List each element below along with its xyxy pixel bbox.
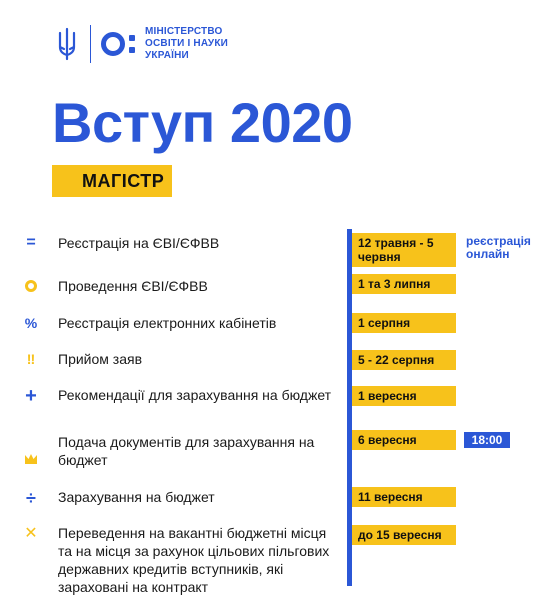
ministry-name-line: МІНІСТЕРСТВО <box>145 26 223 37</box>
step-date: до 15 вересня <box>352 525 456 545</box>
step-date: 1 та 3 липня <box>352 274 456 294</box>
equals-icon: = <box>26 234 36 251</box>
degree-badge <box>52 165 172 197</box>
step-label: Переведення на вакантні бюджетні місця та на місця за рахунок цільових пільгових державних кредитів вступників, які зараховані на контракт <box>58 525 330 595</box>
step-label: Прийом заяв <box>58 351 143 367</box>
trident-icon <box>56 27 78 61</box>
exclamation-icon: ‼ <box>26 351 36 367</box>
crown-icon <box>24 453 38 465</box>
step-date: 12 травня - 5 червня <box>352 233 456 267</box>
step-date: 5 - 22 серпня <box>352 350 456 370</box>
step-label: Реєстрація на ЄВІ/ЄФВВ <box>58 235 220 251</box>
step-label: Зарахування на бюджет <box>58 489 215 505</box>
ministry-logo-icon <box>101 32 135 56</box>
step-label: Реєстрація електронних кабінетів <box>58 315 277 331</box>
header-divider <box>90 25 91 63</box>
page-title: Вступ 2020 <box>52 91 353 154</box>
ministry-name-line: УКРАЇНИ <box>145 50 189 61</box>
ministry-header <box>56 22 228 66</box>
degree-badge-label: МАГІСТР <box>82 171 165 191</box>
step-label: Рекомендації для зарахування на бюджет <box>58 387 332 403</box>
step-date: 1 вересня <box>352 386 456 406</box>
step-label: Проведення ЄВІ/ЄФВВ <box>58 278 208 294</box>
step-date: 1 серпня <box>352 313 456 333</box>
step-date: 6 вересня <box>352 430 456 450</box>
step-date: 11 вересня <box>352 487 456 507</box>
cross-icon: ✕ <box>24 525 38 542</box>
plus-icon: + <box>25 385 37 407</box>
circle-icon <box>24 279 38 293</box>
ministry-name-line: ОСВІТИ І НАУКИ <box>145 38 229 49</box>
divide-icon: ÷ <box>26 488 36 508</box>
deadline-time-badge: 18:00 <box>464 432 510 448</box>
registration-note: реєстрація онлайн <box>466 234 531 261</box>
step-label: Подача документів для зарахування на бюджет <box>58 434 315 468</box>
ministry-name <box>145 26 228 62</box>
percent-icon: % <box>24 315 38 331</box>
